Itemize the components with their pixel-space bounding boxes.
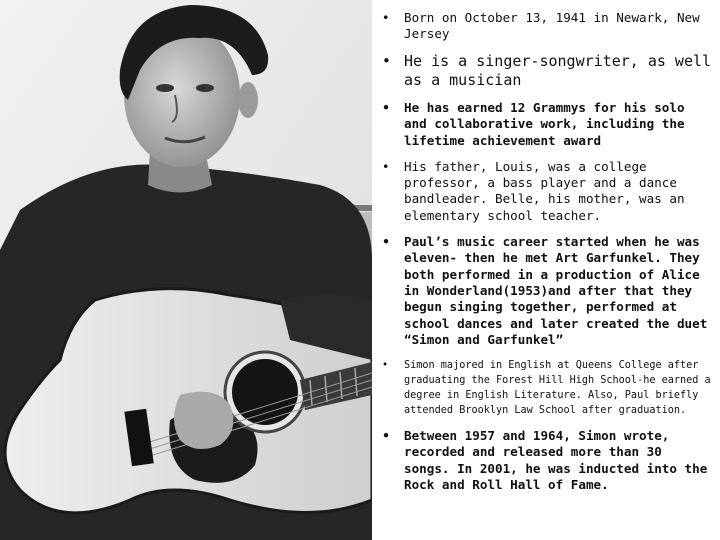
bullet-text: Simon majored in English at Queens College after graduating the Forest Hill High School-he earned a degree in English Literature. Also, Paul briefly attended Brooklyn Law School after graduation. [404, 360, 711, 417]
bullet-marker: • [382, 428, 391, 444]
bullet-parents [378, 159, 712, 224]
bullet-text: He has earned 12 Grammys for his solo and collaborative work, including the lifetime achievement award [404, 100, 685, 148]
bullet-birth [378, 10, 712, 42]
bullet-hall-of-fame [378, 428, 712, 493]
bullet-career-start [378, 234, 712, 348]
bullet-marker: • [382, 52, 391, 70]
bullet-education [378, 358, 712, 418]
bullet-profession [378, 52, 712, 90]
bullet-text: Between 1957 and 1964, Simon wrote, recorded and released more than 30 songs. In 2001, he was inducted into the Rock and Roll Hall of Fame. [404, 428, 708, 493]
bullet-text: He is a singer-songwriter, as well as a musician [404, 52, 712, 89]
bullet-text: Born on October 13, 1941 in Newark, New Jersey [404, 10, 700, 41]
bullet-marker: • [382, 100, 391, 115]
bullet-marker: • [382, 10, 390, 25]
bullet-list [378, 10, 712, 503]
bullet-text: His father, Louis, was a college professor, a bass player and a dance bandleader. Belle, his mother, was an elementary school teacher. [404, 158, 685, 223]
bullet-marker: • [382, 234, 391, 250]
bullet-marker: • [382, 360, 389, 372]
bullet-grammys [378, 100, 712, 149]
bullet-marker: • [382, 158, 390, 174]
bullet-text: Paul’s music career started when he was eleven- then he met Art Garfunkel. They both performed in a production of Alice in Wonderland(1953)and after that they begun singing together, performed at school dances and later created the duet “Simon and Garfunkel” [404, 234, 708, 347]
